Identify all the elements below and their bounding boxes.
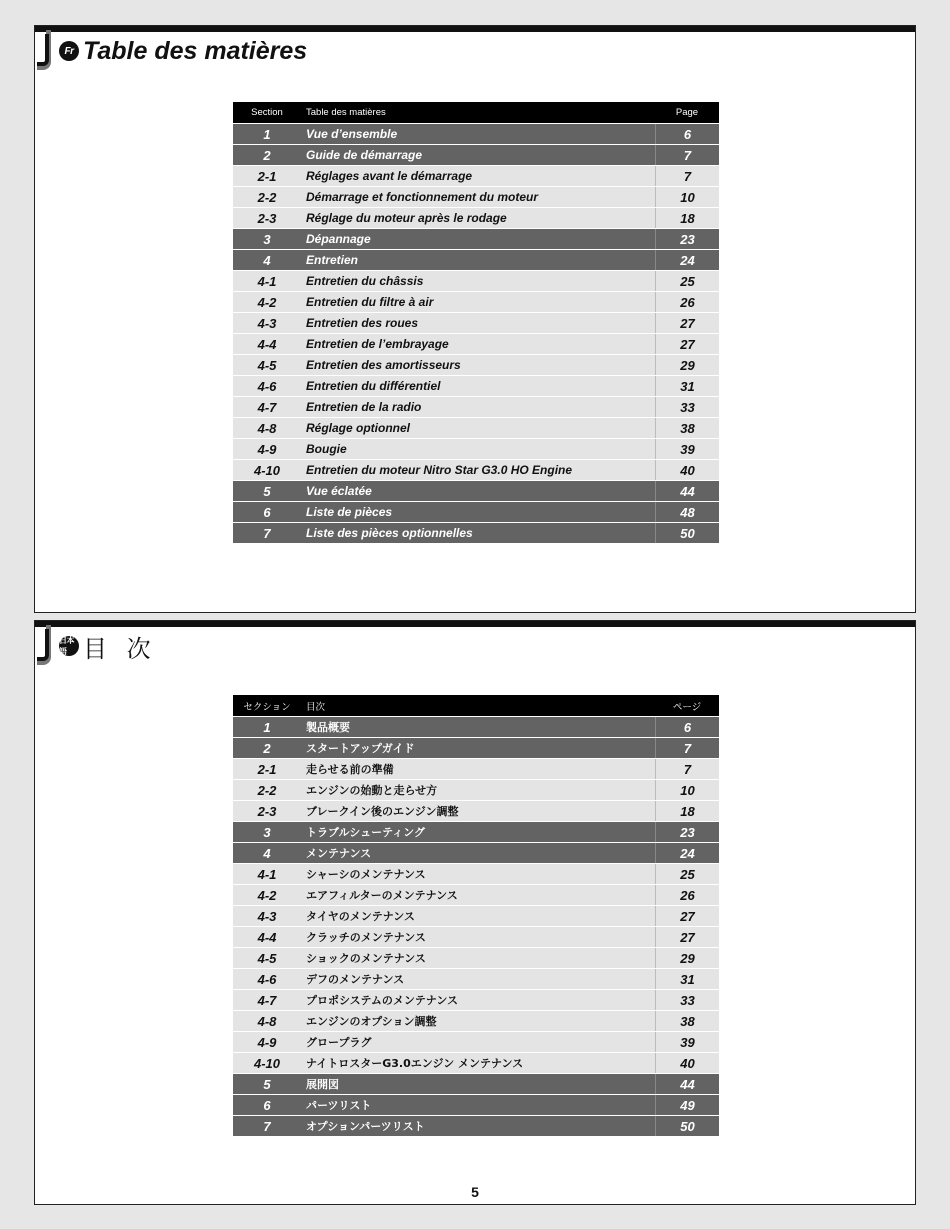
table-row[interactable] <box>233 334 719 354</box>
row-title: エアフィルターのメンテナンス <box>306 889 458 902</box>
table-row[interactable] <box>233 717 719 737</box>
table-row[interactable] <box>233 990 719 1010</box>
row-section-number: 2-3 <box>257 210 277 226</box>
table-row[interactable] <box>233 780 719 800</box>
row-section-number: 2-2 <box>257 189 277 205</box>
row-title: Entretien de la radio <box>306 400 422 414</box>
row-title: メンテナンス <box>306 847 372 860</box>
header-page: ページ <box>672 701 702 713</box>
row-section-number: 2-2 <box>257 782 277 798</box>
row-page-number: 50 <box>655 1116 719 1136</box>
row-section-number: 4-6 <box>257 378 277 394</box>
row-title: Réglages avant le démarrage <box>306 169 473 183</box>
row-title: Entretien des roues <box>306 316 419 330</box>
toc-rows <box>233 124 719 543</box>
row-page-number: 31 <box>655 376 719 396</box>
table-row[interactable] <box>233 864 719 884</box>
row-title: Entretien du moteur Nitro Star G3.0 HO Engine <box>306 463 573 477</box>
table-row[interactable] <box>233 1095 719 1115</box>
row-section-number: 4-2 <box>257 887 277 903</box>
row-page-number: 27 <box>655 334 719 354</box>
row-page-number: 23 <box>655 822 719 842</box>
table-row[interactable] <box>233 738 719 758</box>
row-title: Liste des pièces optionnelles <box>306 526 473 540</box>
row-title: Guide de démarrage <box>306 148 423 162</box>
row-page-number: 27 <box>655 906 719 926</box>
section-heading <box>59 629 157 663</box>
table-row[interactable] <box>233 969 719 989</box>
row-page-number: 18 <box>655 801 719 821</box>
row-page-number: 18 <box>655 208 719 228</box>
row-title: Dépannage <box>306 232 371 246</box>
row-title: パーツリスト <box>306 1099 372 1112</box>
table-row[interactable] <box>233 355 719 375</box>
row-title: Réglage optionnel <box>306 421 411 435</box>
row-section-number: 4-9 <box>257 1034 277 1050</box>
row-page-number: 26 <box>655 885 719 905</box>
toc-table <box>233 102 719 543</box>
row-page-number: 44 <box>655 1074 719 1094</box>
japanese-language-icon: 日本語 <box>59 636 79 656</box>
table-row[interactable] <box>233 418 719 438</box>
row-title: ブレークイン後のエンジン調整 <box>306 805 459 818</box>
row-page-number: 7 <box>655 145 719 165</box>
row-section-number: 4-6 <box>257 971 277 987</box>
row-section-number: 4-2 <box>257 294 277 310</box>
row-section-number: 5 <box>263 1076 271 1092</box>
row-section-number: 4-10 <box>253 462 281 478</box>
row-page-number: 6 <box>655 124 719 144</box>
table-row[interactable] <box>233 843 719 863</box>
row-page-number: 50 <box>655 523 719 543</box>
table-row[interactable] <box>233 502 719 522</box>
row-section-number: 7 <box>263 525 271 541</box>
section-heading <box>59 34 307 68</box>
table-row[interactable] <box>233 460 719 480</box>
row-title: シャーシのメンテナンス <box>306 868 426 881</box>
row-title: Entretien du châssis <box>306 274 424 288</box>
table-row[interactable] <box>233 292 719 312</box>
table-row[interactable] <box>233 397 719 417</box>
row-page-number: 24 <box>655 843 719 863</box>
toc-panel-japanese <box>34 620 916 1205</box>
table-row[interactable] <box>233 927 719 947</box>
row-page-number: 38 <box>655 418 719 438</box>
row-page-number: 10 <box>655 780 719 800</box>
row-page-number: 49 <box>655 1095 719 1115</box>
header-title: 目次 <box>306 701 326 713</box>
row-page-number: 24 <box>655 250 719 270</box>
row-section-number: 4-5 <box>257 357 277 373</box>
row-title: エンジンの始動と走らせ方 <box>306 784 438 797</box>
table-row[interactable] <box>233 313 719 333</box>
row-page-number: 7 <box>655 738 719 758</box>
row-page-number: 40 <box>655 460 719 480</box>
row-section-number: 3 <box>263 231 271 247</box>
row-title: Entretien <box>306 253 359 267</box>
row-section-number: 4-7 <box>257 399 277 415</box>
table-row[interactable] <box>233 376 719 396</box>
row-title: オプションパーツリスト <box>306 1120 425 1133</box>
row-page-number: 25 <box>655 864 719 884</box>
page-title: 目 次 <box>83 634 157 663</box>
row-title: タイヤのメンテナンス <box>306 910 415 923</box>
row-page-number: 33 <box>655 397 719 417</box>
row-title: グロープラグ <box>306 1036 372 1049</box>
panel-top-bar <box>35 26 915 32</box>
toc-panel-french <box>34 25 916 613</box>
row-section-number: 1 <box>263 126 271 142</box>
row-title: トラブルシューティング <box>306 826 425 839</box>
row-page-number: 29 <box>655 948 719 968</box>
row-page-number: 39 <box>655 1032 719 1052</box>
row-page-number: 27 <box>655 927 719 947</box>
row-section-number: 4-4 <box>257 929 277 945</box>
row-title: スタートアップガイド <box>306 742 415 755</box>
row-title: プロポシステムのメンテナンス <box>306 994 459 1007</box>
row-title: Liste de pièces <box>306 505 393 519</box>
row-section-number: 4 <box>263 845 271 861</box>
table-row[interactable] <box>233 1011 719 1031</box>
french-language-icon: Fr <box>59 41 79 61</box>
row-section-number: 4-3 <box>257 908 277 924</box>
row-page-number: 6 <box>655 717 719 737</box>
page-number: 5 <box>471 1184 479 1200</box>
row-page-number: 48 <box>655 502 719 522</box>
row-section-number: 4-1 <box>257 273 277 289</box>
table-row[interactable] <box>233 1074 719 1094</box>
row-page-number: 40 <box>655 1053 719 1073</box>
header-section: Section <box>251 107 283 118</box>
row-title: 製品概要 <box>306 721 350 734</box>
row-page-number: 7 <box>655 166 719 186</box>
row-section-number: 4-1 <box>257 866 277 882</box>
row-page-number: 33 <box>655 990 719 1010</box>
row-section-number: 4 <box>263 252 271 268</box>
row-title: Entretien du filtre à air <box>306 295 434 309</box>
row-title: ショックのメンテナンス <box>306 952 426 965</box>
row-title: Entretien de l’embrayage <box>306 337 449 351</box>
row-section-number: 5 <box>263 483 271 499</box>
toc-rows <box>233 717 719 1136</box>
table-row[interactable] <box>233 523 719 543</box>
row-page-number: 26 <box>655 292 719 312</box>
table-row[interactable] <box>233 1116 719 1136</box>
row-section-number: 4-9 <box>257 441 277 457</box>
table-row[interactable] <box>233 439 719 459</box>
row-page-number: 7 <box>655 759 719 779</box>
row-section-number: 1 <box>263 719 271 735</box>
page-title: Table des matières <box>83 36 308 65</box>
row-title: Bougie <box>306 442 347 456</box>
table-row[interactable] <box>233 1032 719 1052</box>
table-row[interactable] <box>233 822 719 842</box>
row-section-number: 2-1 <box>257 761 277 777</box>
table-row[interactable] <box>233 250 719 270</box>
row-title: 走らせる前の準備 <box>306 763 394 776</box>
row-title: Démarrage et fonctionnement du moteur <box>306 190 539 204</box>
row-section-number: 2 <box>263 147 271 163</box>
table-row[interactable] <box>233 885 719 905</box>
row-title: Entretien du différentiel <box>306 379 441 393</box>
toc-header-row <box>233 695 719 716</box>
table-row[interactable] <box>233 948 719 968</box>
row-page-number: 31 <box>655 969 719 989</box>
table-row[interactable] <box>233 906 719 926</box>
row-section-number: 4-4 <box>257 336 277 352</box>
row-section-number: 2-1 <box>257 168 277 184</box>
row-page-number: 44 <box>655 481 719 501</box>
row-section-number: 2-3 <box>257 803 277 819</box>
table-row[interactable] <box>233 166 719 186</box>
row-section-number: 2 <box>263 740 271 756</box>
table-row[interactable] <box>233 801 719 821</box>
row-section-number: 4-8 <box>257 1013 277 1029</box>
row-section-number: 3 <box>263 824 271 840</box>
toc-table <box>233 695 719 1136</box>
row-page-number: 27 <box>655 313 719 333</box>
table-row[interactable] <box>233 124 719 144</box>
row-title: エンジンのオプション調整 <box>306 1015 437 1028</box>
section-hook-icon <box>37 625 51 665</box>
table-row[interactable] <box>233 1053 719 1073</box>
table-row[interactable] <box>233 481 719 501</box>
table-row[interactable] <box>233 208 719 228</box>
toc-header-row <box>233 102 719 123</box>
row-page-number: 10 <box>655 187 719 207</box>
row-page-number: 23 <box>655 229 719 249</box>
row-section-number: 4-3 <box>257 315 277 331</box>
table-row[interactable] <box>233 271 719 291</box>
row-section-number: 4-7 <box>257 992 277 1008</box>
row-title: ナイトロスターG3.0エンジン メンテナンス <box>306 1057 524 1070</box>
row-section-number: 4-10 <box>253 1055 281 1071</box>
table-row[interactable] <box>233 145 719 165</box>
row-page-number: 38 <box>655 1011 719 1031</box>
row-title: 展開図 <box>306 1078 339 1091</box>
row-page-number: 25 <box>655 271 719 291</box>
row-title: クラッチのメンテナンス <box>306 931 426 944</box>
header-section: セクション <box>243 701 291 713</box>
header-page: Page <box>675 107 699 118</box>
row-section-number: 6 <box>263 504 271 520</box>
table-row[interactable] <box>233 187 719 207</box>
row-title: Entretien des amortisseurs <box>306 358 461 372</box>
row-title: Vue éclatée <box>306 484 372 498</box>
row-section-number: 4-8 <box>257 420 277 436</box>
row-page-number: 29 <box>655 355 719 375</box>
section-hook-icon <box>37 30 51 70</box>
row-page-number: 39 <box>655 439 719 459</box>
header-title: Table des matières <box>306 107 386 118</box>
row-section-number: 6 <box>263 1097 271 1113</box>
panel-top-bar <box>35 621 915 627</box>
row-title: デフのメンテナンス <box>306 973 405 986</box>
row-title: Vue d’ensemble <box>306 127 398 141</box>
row-section-number: 7 <box>263 1118 271 1134</box>
table-row[interactable] <box>233 229 719 249</box>
table-row[interactable] <box>233 759 719 779</box>
row-section-number: 4-5 <box>257 950 277 966</box>
row-title: Réglage du moteur après le rodage <box>306 211 507 225</box>
